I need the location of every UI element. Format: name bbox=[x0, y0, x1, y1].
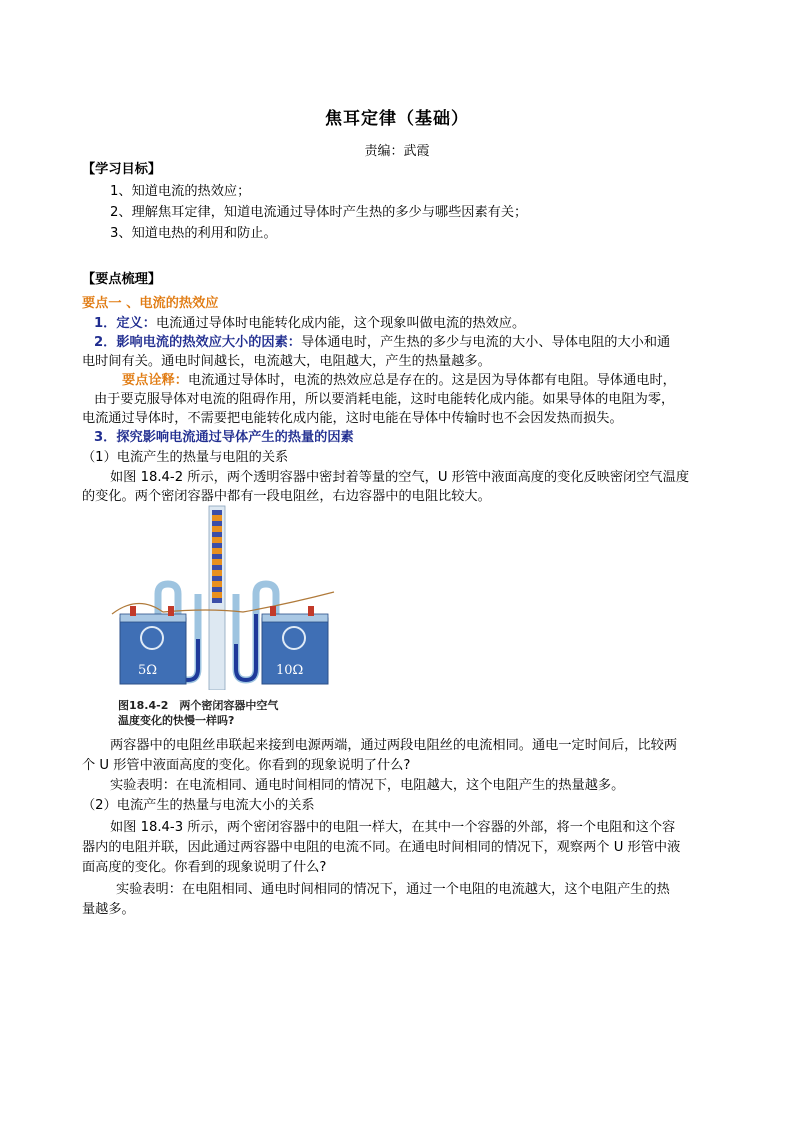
goal-item: 3、知道电热的利用和防止。 bbox=[110, 226, 277, 241]
point1-heading: 要点一 、电流的热效应 bbox=[82, 296, 219, 311]
sub2-para-line1: 如图 18.4-3 所示，两个密闭容器中的电阻一样大，在其中一个容器的外部，将一个电阻和这个容 bbox=[110, 820, 676, 835]
sub1-para-line1: 如图 18.4-2 所示，两个透明容器中密封着等量的空气，U 形管中液面高度的变化反映密闭空气温度 bbox=[110, 470, 690, 485]
definition-paragraph bbox=[94, 314, 525, 333]
definition-label: 1．定义： bbox=[94, 316, 156, 331]
note-paragraph bbox=[122, 371, 676, 390]
factor-label: 2．影响电流的热效应大小的因素： bbox=[94, 335, 301, 350]
factor-text-line2: 电时间有关。通电时间越长，电流越大，电阻越大，产生的热量越多。 bbox=[82, 354, 491, 369]
goal-item: 2、理解焦耳定律，知道电流通过导体时产生热的多少与哪些因素有关； bbox=[110, 205, 528, 220]
note-label: 要点诠释： bbox=[122, 373, 188, 388]
experiment-figure bbox=[108, 504, 338, 690]
explore-heading: 3．探究影响电流通过导体产生的热量的因素 bbox=[94, 430, 354, 445]
editor-credit: 责编：武霞 bbox=[364, 144, 430, 159]
note-text-line3: 电流通过导体时，不需要把电能转化成内能，这时电能在导体中传输时也不会因发热而损失。 bbox=[82, 411, 623, 426]
left-resistance-label: 5Ω bbox=[138, 663, 158, 678]
sub1-heading: （1）电流产生的热量与电阻的关系 bbox=[82, 450, 289, 465]
factor-text-line1: 导体通电时，产生热的多少与电流的大小、导体电阻的大小和通 bbox=[301, 335, 671, 350]
note-text-line2: 由于要克服导体对电流的阻碍作用，所以要消耗电能，这时电能转化成内能。如果导体的电阻为零， bbox=[94, 392, 675, 407]
sub1-para-line2: 的变化。两个密闭容器中都有一段电阻丝，右边容器中的电阻比较大。 bbox=[82, 489, 491, 504]
page-title: 焦耳定律（基础） bbox=[325, 109, 469, 129]
right-resistance-label: 10Ω bbox=[276, 663, 304, 678]
note-text-line1: 电流通过导体时，电流的热效应总是存在的。这是因为导体都有电阻。导体通电时， bbox=[187, 373, 676, 388]
factor-paragraph bbox=[94, 333, 670, 352]
sub1-para3-line1: 两容器中的电阻丝串联起来接到电源两端，通过两段电阻丝的电流相同。通电一定时间后，比较两 bbox=[110, 738, 678, 753]
goal-item: 1、知道电流的热效应； bbox=[110, 184, 251, 199]
figure-caption-line1: 图18.4-2 两个密闭容器中空气 bbox=[118, 699, 279, 712]
sub1-para3-line2: 个 U 形管中液面高度的变化。你看到的现象说明了什么? bbox=[82, 758, 411, 773]
section-heading-key-points: 【要点梳理】 bbox=[82, 272, 162, 287]
figure-caption-line2: 温度变化的快慢一样吗? bbox=[118, 714, 235, 727]
section-heading-goals: 【学习目标】 bbox=[82, 162, 162, 177]
sub2-heading: （2）电流产生的热量与电流大小的关系 bbox=[82, 798, 315, 813]
sub2-result-line2: 量越多。 bbox=[82, 902, 135, 917]
sub1-result: 实验表明：在电流相同、通电时间相同的情况下，电阻越大，这个电阻产生的热量越多。 bbox=[110, 778, 625, 793]
sub2-result-line1: 实验表明：在电阻相同、通电时间相同的情况下，通过一个电阻的电流越大，这个电阻产生的热 bbox=[116, 882, 670, 897]
sub2-para-line3: 面高度的变化。你看到的现象说明了什么? bbox=[82, 860, 327, 875]
definition-text: 电流通过导体时电能转化成内能，这个现象叫做电流的热效应。 bbox=[155, 316, 526, 331]
sub2-para-line2: 器内的电阻并联，因此通过两容器中电阻的电流不同。在通电时间相同的情况下，观察两个 U 形管中液 bbox=[82, 840, 681, 855]
